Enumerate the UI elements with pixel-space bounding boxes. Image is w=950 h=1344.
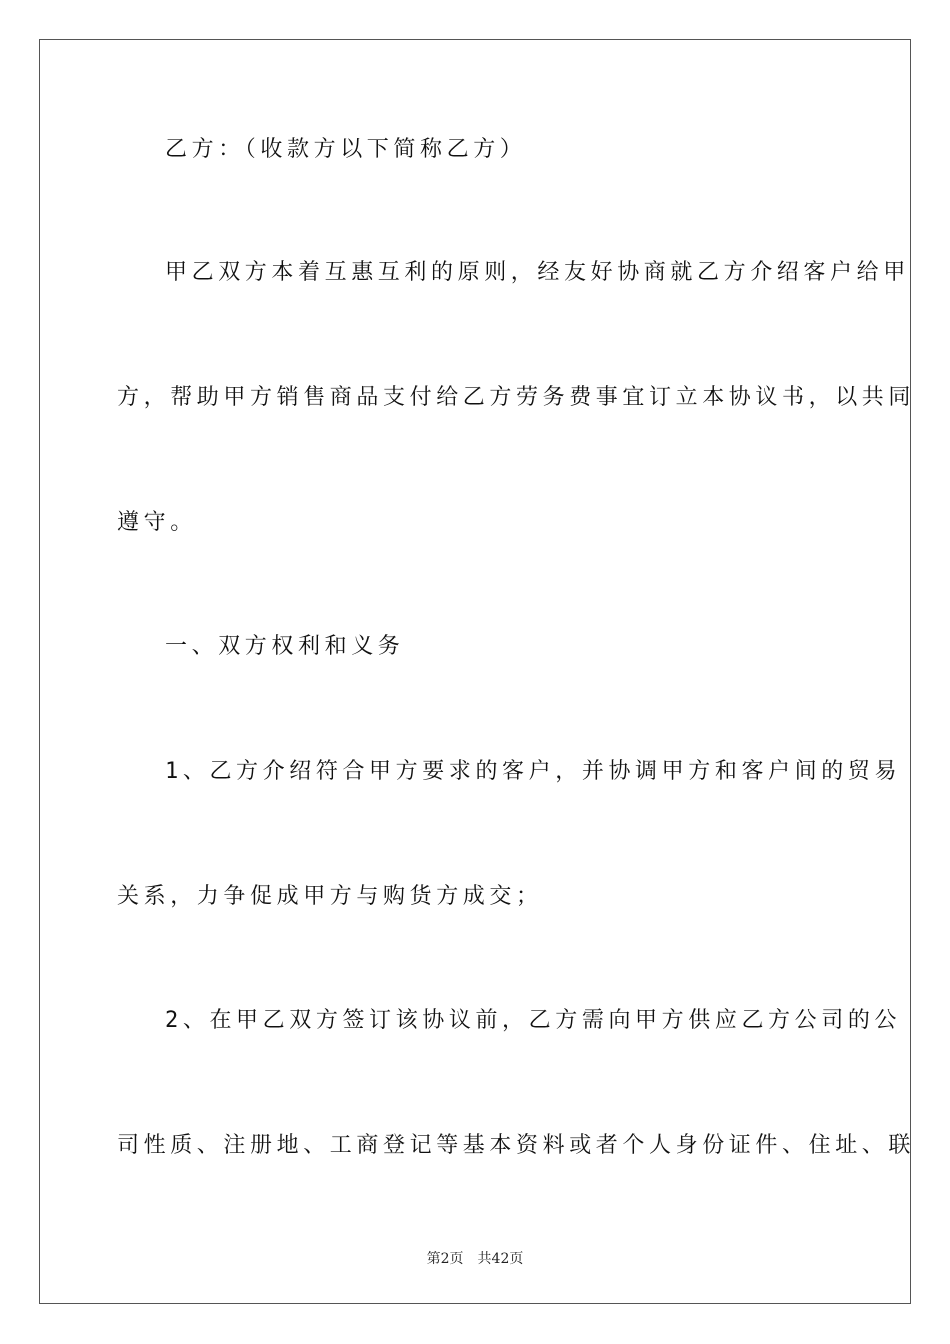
- party-b-line: 乙方：（收款方以下简称乙方）: [165, 137, 527, 162]
- page-footer: [0, 1248, 950, 1268]
- page-number: 第2页: [426, 1251, 464, 1267]
- paragraph-intro-line-3: 遵守。: [117, 510, 197, 535]
- clause-2-line-2: 司性质、注册地、工商登记等基本资料或者个人身份证件、住址、联: [117, 1133, 916, 1158]
- clause-1-line-2: 关系，力争促成甲方与购货方成交；: [117, 884, 543, 909]
- clause-1-line-1: 1、乙方介绍符合甲方要求的客户，并协调甲方和客户间的贸易: [165, 759, 902, 784]
- paragraph-intro-line-1: 甲乙双方本着互惠互利的原则，经友好协商就乙方介绍客户给甲: [165, 260, 910, 285]
- page-border: [39, 39, 916, 1304]
- paragraph-intro-line-2: 方，帮助甲方销售商品支付给乙方劳务费事宜订立本协议书，以共同: [117, 385, 916, 410]
- clause-2-line-1: 2、在甲乙双方签订该协议前，乙方需向甲方供应乙方公司的公: [165, 1008, 902, 1033]
- total-pages: 共42页: [477, 1251, 524, 1267]
- section-heading: 一、双方权利和义务: [165, 634, 405, 659]
